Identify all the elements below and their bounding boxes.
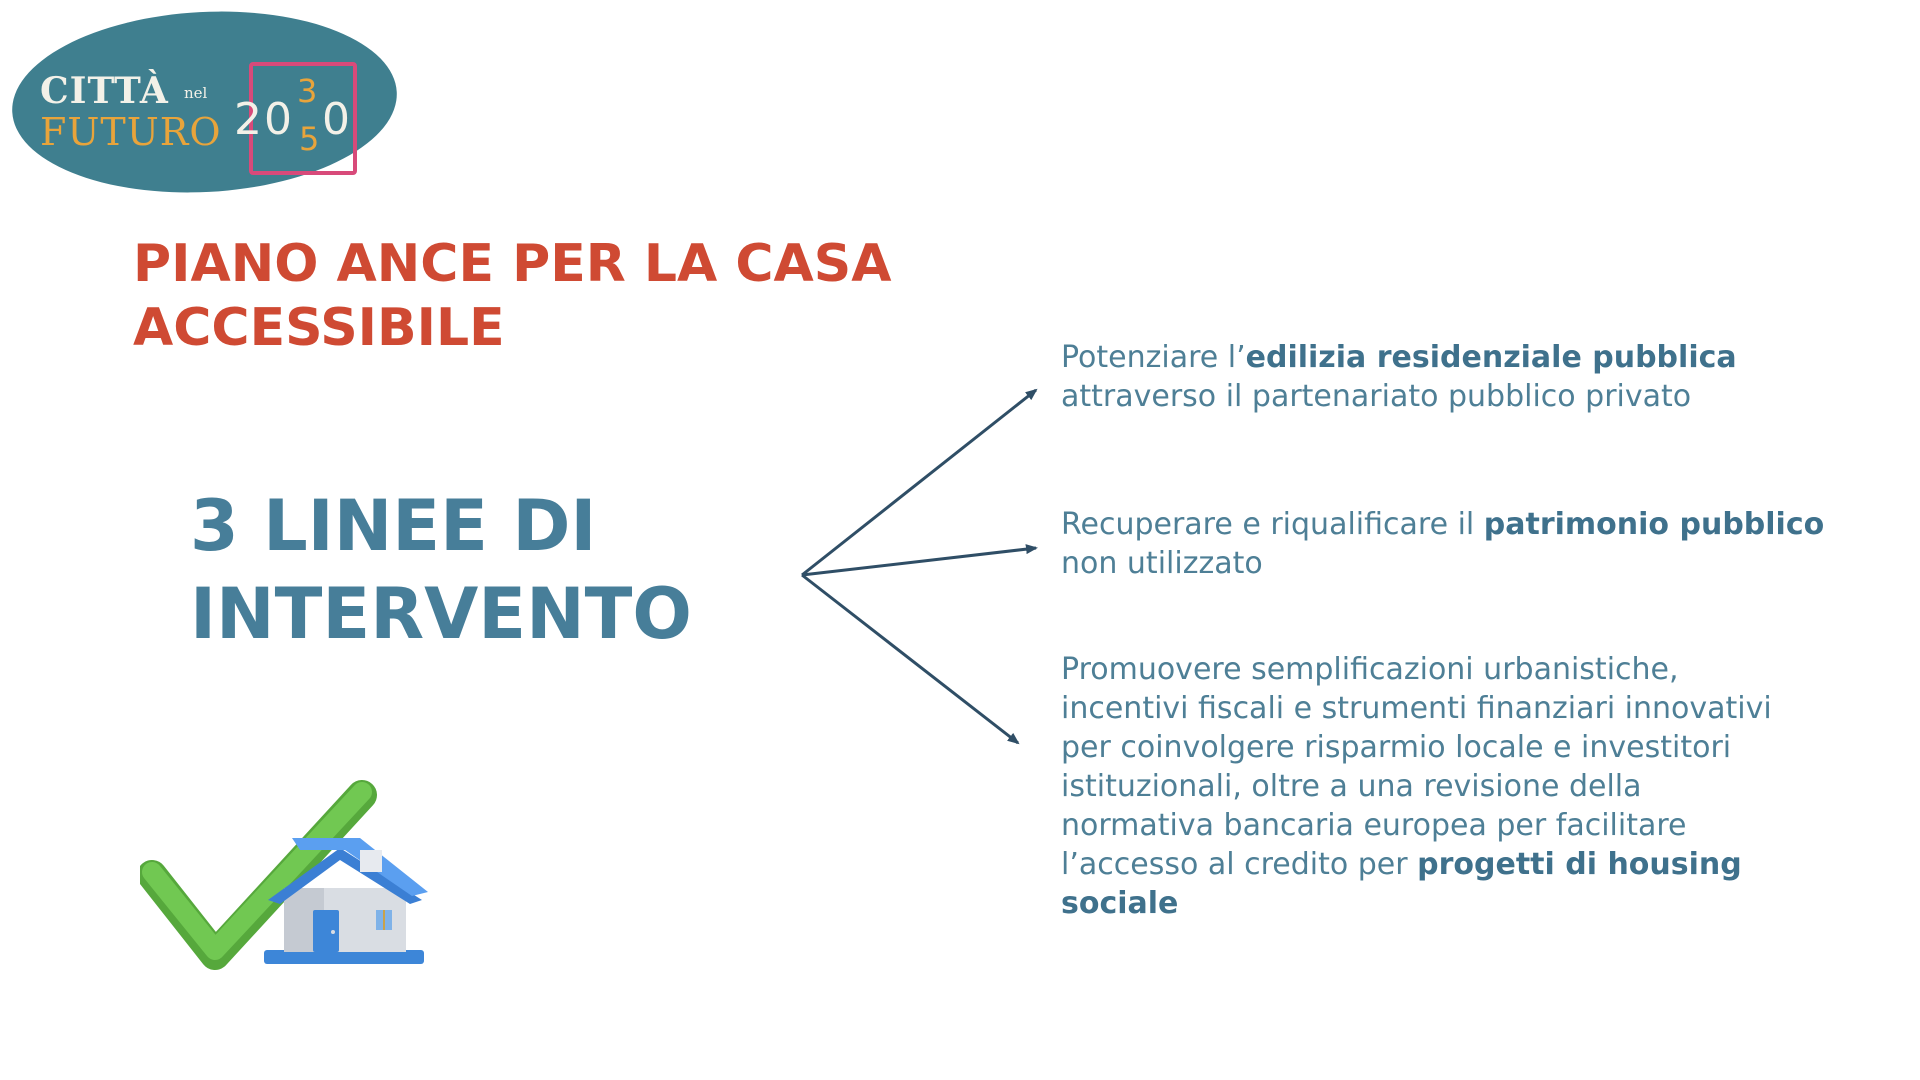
logo-year-suffix: 0 bbox=[322, 94, 352, 145]
logo-digit-bottom: 5 bbox=[299, 120, 320, 158]
point-3-line-2: incentivi fiscali e strumenti finanziari innovativi bbox=[1061, 691, 1772, 726]
point-3-line-6: l’accesso al credito per bbox=[1061, 847, 1418, 882]
slide-title bbox=[133, 232, 891, 360]
intervention-heading-line-2: INTERVENTO bbox=[190, 573, 692, 655]
logo-year bbox=[234, 94, 352, 145]
point-2-text: Recuperare e riqualificare il bbox=[1061, 507, 1484, 542]
point-2-highlight: patrimonio pubblico bbox=[1483, 507, 1825, 542]
arrow-to-point-1 bbox=[802, 390, 1036, 575]
point-3-line-5: normativa bancaria europea per facilitare bbox=[1061, 808, 1687, 843]
logo bbox=[12, 12, 397, 192]
slide-title-line-2: ACCESSIBILE bbox=[133, 298, 505, 358]
point-2-text-cont: non utilizzato bbox=[1061, 546, 1263, 581]
arrow-to-point-2 bbox=[802, 548, 1036, 575]
check-house-illustration bbox=[140, 780, 440, 1000]
point-1-text-cont: attraverso il partenariato pubblico privato bbox=[1061, 379, 1692, 414]
logo-text-nel: nel bbox=[184, 84, 208, 102]
slide-title-line-1: PIANO ANCE PER LA CASA bbox=[133, 234, 892, 294]
logo-digit-top: 3 bbox=[297, 72, 318, 110]
point-3-line-3: per coinvolgere risparmio locale e investitori bbox=[1061, 730, 1732, 765]
intervention-point-2 bbox=[1061, 505, 1881, 583]
point-1-highlight: edilizia residenziale pubblica bbox=[1245, 340, 1737, 375]
point-3-line-4: istituzionali, oltre a una revisione della bbox=[1061, 769, 1642, 804]
intervention-point-1 bbox=[1061, 338, 1881, 416]
logo-text-futuro: FUTURO bbox=[40, 110, 222, 154]
intervention-heading-line-1: 3 LINEE DI bbox=[190, 485, 597, 567]
intervention-point-3 bbox=[1061, 650, 1881, 923]
intervention-heading bbox=[190, 482, 692, 658]
arrow-to-point-3 bbox=[802, 575, 1018, 743]
logo-text-citta: CITTÀ bbox=[40, 70, 169, 112]
point-3-highlight: progetti di housing bbox=[1417, 847, 1742, 882]
logo-year-prefix: 20 bbox=[234, 94, 294, 145]
point-1-text: Potenziare l’ bbox=[1061, 340, 1246, 375]
point-3-line-1: Promuovere semplificazioni urbanistiche, bbox=[1061, 652, 1679, 687]
point-3-highlight-cont: sociale bbox=[1061, 886, 1179, 921]
